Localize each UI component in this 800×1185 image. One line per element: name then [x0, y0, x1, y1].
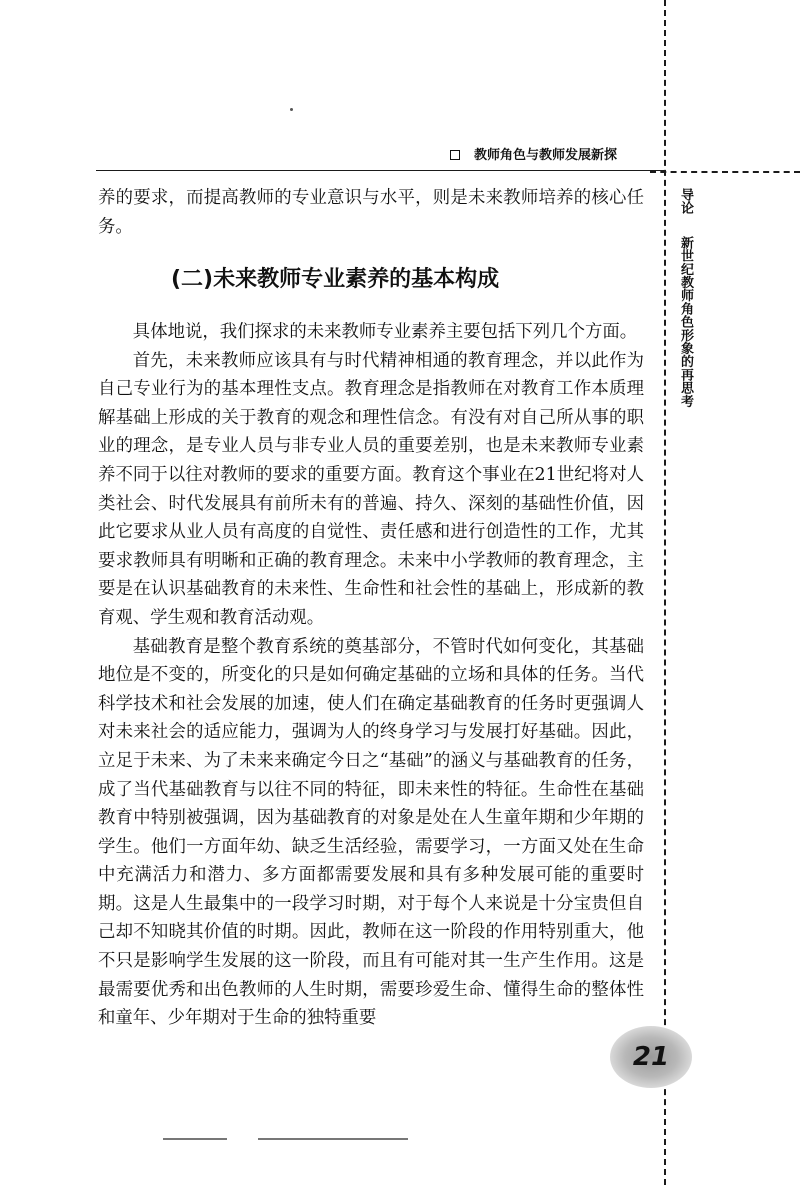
side-tab-chapter: 新世纪教师角色形象的再思考: [678, 236, 693, 408]
margin-dashed-line-vertical: [664, 0, 666, 1185]
page-number: 21: [610, 1026, 692, 1088]
side-tab: [672, 188, 692, 408]
scan-artifact: [163, 1138, 227, 1140]
side-tab-part: 导论: [678, 188, 693, 214]
section-title: (二)未来教师专业素养的基本构成: [171, 267, 500, 292]
running-header-title: 教师角色与教师发展新探: [474, 148, 618, 163]
paragraph: 首先，未来教师应该具有与时代精神相通的教育理念，并以此作为自己专业行为的基本理性支点。教育理念是指教师在对教育工作本质理解基础上形成的关于教育的观念和理性信念。有没有对自己所从事的职业的理念，是专业人员与非专业人员的重要差别，也是未来教师专业素养不同于以往对教师的要求的重要方面。教育这个事业在21世纪将对人类社会、时代发展具有前所未有的普遍、持久、深刻的基础性价值，因此它要求从业人员有高度的自觉性、责任感和进行创造性的工作，尤其要求教师具有明晰和正确的教育理念。未来中小学教师的教育理念，主要是在认识基础教育的未来性、生命性和社会性的基础上，形成新的教育观、学生观和教育活动观。: [98, 350, 644, 628]
square-bullet-icon: [450, 150, 460, 160]
paragraph: 基础教育是整个教育系统的奠基部分，不管时代如何变化，其基础地位是不变的，所变化的只是如何确定基础的立场和具体的任务。当代科学技术和社会发展的加速，使人们在确定基础教育的任务时更强调人对未来社会的适应能力，强调为人的终身学习与发展打好基础。因此，立足于未来、为了未来来确定今日之“基础”的涵义与基础教育的任务，成了当代基础教育与以往不同的特征，即未来性的特征。生命性在基础教育中特别被强调，因为基础教育的对象是处在人生童年期和少年期的学生。他们一方面年幼、缺乏生活经验，需要学习，一方面又处在生命中充满活力和潜力、多方面都需要发展和具有多种发展可能的重要时期。这是人生最集中的一段学习时期，对于每个人来说是十分宝贵但自己却不知晓其价值的时期。因此，教师在这一阶段的作用特别重大，他不只是影响学生发展的这一阶段，而且有可能对其一生产生作用。这是最需要优秀和出色教师的人生时期，需要珍爱生命、懂得生命的整体性和童年、少年期对于生命的独特重要: [98, 636, 644, 1029]
running-header: [450, 146, 670, 166]
body-text-main: [98, 318, 644, 1033]
scan-artifact: [258, 1138, 408, 1140]
paragraph: 养的要求，而提高教师的专业意识与水平，则是未来教师培养的核心任务。: [98, 188, 644, 237]
margin-dashed-line-horizontal: [650, 171, 800, 173]
paragraph: 具体地说，我们探求的未来教师专业素养主要包括下列几个方面。: [132, 322, 638, 342]
body-text-top: [98, 184, 644, 241]
header-rule: [96, 170, 665, 171]
scan-speck: [290, 108, 293, 111]
